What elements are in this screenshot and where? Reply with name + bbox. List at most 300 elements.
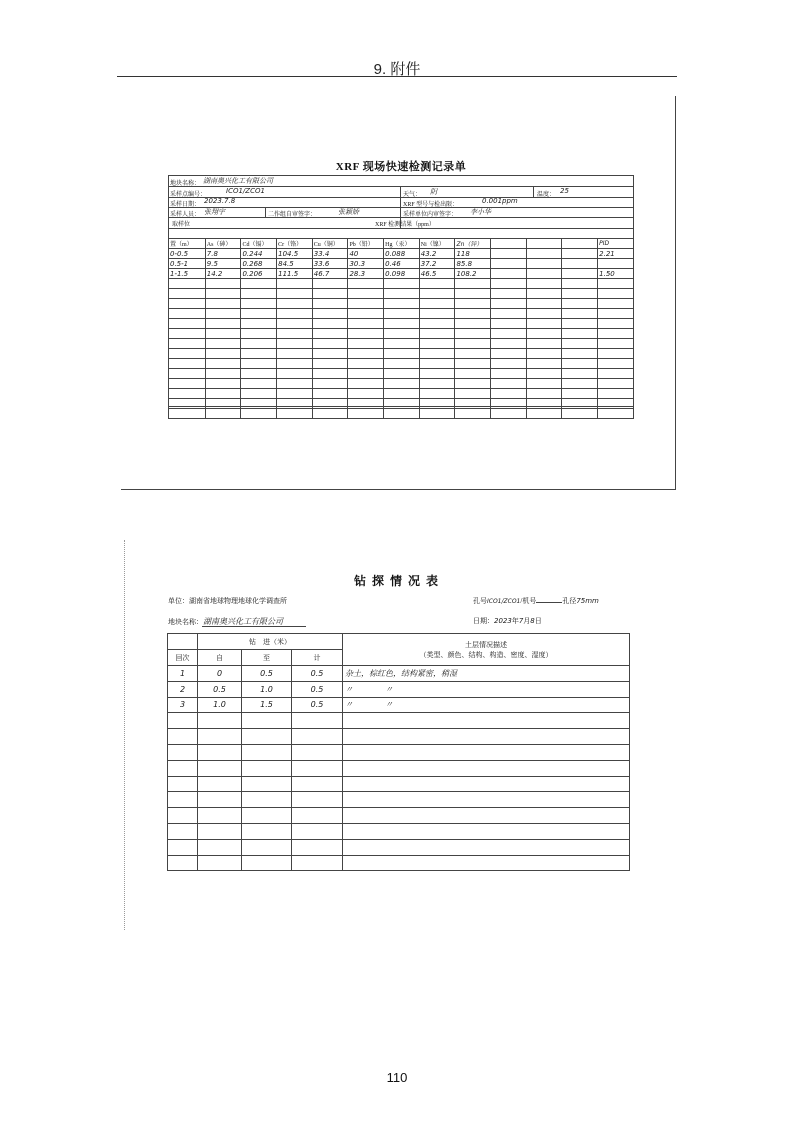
table-cell: 2 — [168, 681, 198, 697]
table-cell — [526, 359, 562, 369]
table-cell — [384, 319, 420, 329]
table-cell — [455, 339, 491, 349]
table-cell — [242, 729, 292, 745]
table-cell — [205, 369, 241, 379]
plot-label: 地块名称： — [168, 618, 203, 626]
table-row — [169, 319, 634, 329]
table-cell — [241, 409, 277, 419]
table-cell — [419, 409, 455, 419]
table-cell — [277, 289, 313, 299]
table-cell — [343, 760, 630, 776]
xrf-header-cell: Ni（镍） — [419, 239, 455, 249]
table-cell — [526, 249, 562, 259]
table-cell — [169, 309, 206, 319]
table-cell — [384, 329, 420, 339]
table-cell — [168, 808, 198, 824]
date-label: 日期： — [473, 617, 494, 625]
xrf-rule — [533, 186, 534, 197]
table-cell — [241, 309, 277, 319]
table-cell — [242, 855, 292, 871]
table-cell — [598, 329, 634, 339]
table-cell — [241, 279, 277, 289]
table-cell: 118 — [455, 249, 491, 259]
from-header: 自 — [198, 650, 242, 666]
date-year: 2023 — [494, 617, 512, 625]
table-cell — [242, 713, 292, 729]
table-cell — [205, 299, 241, 309]
table-cell — [455, 299, 491, 309]
table-cell — [491, 389, 527, 399]
xrf-header-row — [169, 239, 634, 249]
day-label: 日 — [534, 617, 542, 625]
table-cell: 0.5 — [242, 666, 292, 682]
table-cell — [241, 369, 277, 379]
footage-header: 钻 进（米） — [198, 634, 343, 650]
table-cell — [277, 389, 313, 399]
xrf-header-cell: 置（m） — [169, 239, 206, 249]
table-cell — [491, 329, 527, 339]
table-cell — [526, 379, 562, 389]
table-cell — [562, 409, 598, 419]
table-cell — [562, 259, 598, 269]
table-cell — [205, 329, 241, 339]
xrf-header-cell — [562, 239, 598, 249]
table-cell — [526, 399, 562, 409]
table-cell — [169, 339, 206, 349]
plot-underline — [202, 626, 306, 627]
table-cell — [526, 309, 562, 319]
table-row — [169, 269, 634, 279]
table-cell: 0.268 — [241, 259, 277, 269]
table-cell — [419, 329, 455, 339]
table-cell — [491, 319, 527, 329]
table-cell — [562, 339, 598, 349]
table-cell — [562, 299, 598, 309]
year-label: 年 — [511, 617, 519, 625]
table-cell — [292, 760, 343, 776]
table-cell: 杂土，棕红色，结构紧密，稍湿 — [343, 666, 630, 682]
table-row — [169, 369, 634, 379]
table-cell — [491, 409, 527, 419]
table-cell — [169, 399, 206, 409]
table-cell — [169, 279, 206, 289]
table-cell — [242, 760, 292, 776]
table-cell — [312, 369, 348, 379]
table-cell — [562, 369, 598, 379]
table-cell — [343, 713, 630, 729]
table-cell — [198, 744, 242, 760]
table-cell — [348, 339, 384, 349]
table-cell — [419, 319, 455, 329]
table-row — [169, 249, 634, 259]
page-number: 110 — [386, 1070, 408, 1085]
table-row — [168, 792, 630, 808]
table-cell — [198, 760, 242, 776]
table-cell — [169, 299, 206, 309]
table-row — [169, 379, 634, 389]
table-cell — [169, 289, 206, 299]
xrf-limit-value: 0.001ppm — [482, 197, 518, 205]
table-row — [168, 855, 630, 871]
table-cell — [598, 399, 634, 409]
table-row — [169, 339, 634, 349]
table-cell — [292, 744, 343, 760]
diameter-label: 孔径 — [562, 597, 577, 605]
table-cell — [455, 389, 491, 399]
table-cell — [419, 399, 455, 409]
desc-header-1: 土层情况描述 — [465, 640, 508, 649]
table-cell: 0.46 — [384, 259, 420, 269]
table-cell — [562, 279, 598, 289]
xrf-limit-label: XRF 型号与检出限： — [403, 202, 459, 208]
table-cell: 0 — [198, 666, 242, 682]
table-cell — [242, 808, 292, 824]
table-cell: 0-0.5 — [169, 249, 206, 259]
table-cell: 0.244 — [241, 249, 277, 259]
table-cell — [198, 776, 242, 792]
table-cell: 46.5 — [419, 269, 455, 279]
table-cell — [292, 729, 343, 745]
drill-header-row-1 — [168, 634, 630, 650]
rig-label: /机号 — [520, 597, 537, 605]
table-cell — [348, 319, 384, 329]
table-cell — [384, 349, 420, 359]
table-row — [169, 289, 634, 299]
table-cell — [277, 379, 313, 389]
sampler-value: 张翔宇 — [204, 208, 225, 216]
table-cell — [384, 389, 420, 399]
table-cell — [491, 309, 527, 319]
table-cell — [455, 309, 491, 319]
table-cell: 40 — [348, 249, 384, 259]
table-cell — [384, 399, 420, 409]
table-cell — [384, 339, 420, 349]
table-cell — [491, 279, 527, 289]
table-cell — [198, 792, 242, 808]
table-cell — [312, 339, 348, 349]
table-cell — [169, 349, 206, 359]
table-cell — [277, 319, 313, 329]
table-cell — [491, 399, 527, 409]
table-cell — [277, 339, 313, 349]
table-cell: 0.206 — [241, 269, 277, 279]
temperature-label: 温度： — [537, 192, 556, 198]
table-cell — [169, 389, 206, 399]
table-cell: 14.2 — [205, 269, 241, 279]
table-cell — [419, 339, 455, 349]
header-rule — [117, 76, 677, 77]
table-cell — [384, 409, 420, 419]
table-cell — [312, 309, 348, 319]
table-row — [169, 309, 634, 319]
table-cell — [312, 319, 348, 329]
table-cell — [241, 359, 277, 369]
table-cell: 0.5-1 — [169, 259, 206, 269]
xrf-header-cell: Cd（镉） — [241, 239, 277, 249]
xrf-header-cell — [491, 239, 527, 249]
table-cell — [526, 319, 562, 329]
table-cell — [348, 379, 384, 389]
table-cell — [168, 760, 198, 776]
table-cell — [292, 823, 343, 839]
table-cell — [241, 349, 277, 359]
depth-label-1: 取样位 — [172, 222, 191, 228]
table-cell — [168, 729, 198, 745]
date-info — [473, 616, 542, 626]
table-cell — [562, 349, 598, 359]
xrf-header-cell — [526, 239, 562, 249]
table-cell: 〃 〃 — [343, 681, 630, 697]
date-month: 7 — [518, 617, 524, 625]
section-title: 9. 附件 — [373, 61, 421, 78]
hole-value: ICO1/ZCO1 — [487, 598, 521, 605]
table-cell — [241, 399, 277, 409]
table-cell — [384, 299, 420, 309]
unit-label-text: 单位： — [168, 597, 189, 605]
table-cell — [168, 839, 198, 855]
table-cell — [241, 329, 277, 339]
table-cell — [491, 359, 527, 369]
plot-name-label: 地块名称： — [170, 181, 201, 187]
weather-label: 天气： — [403, 192, 422, 198]
table-cell — [292, 808, 343, 824]
table-row — [168, 729, 630, 745]
drill-table — [167, 633, 630, 871]
table-cell — [598, 279, 634, 289]
table-cell — [491, 379, 527, 389]
table-cell — [205, 389, 241, 399]
table-cell: 3 — [168, 697, 198, 713]
table-cell — [526, 389, 562, 399]
table-cell — [312, 409, 348, 419]
table-cell — [419, 309, 455, 319]
table-cell — [348, 289, 384, 299]
table-cell — [598, 409, 634, 419]
table-cell — [419, 349, 455, 359]
table-cell — [598, 369, 634, 379]
table-cell — [277, 299, 313, 309]
table-cell — [168, 792, 198, 808]
table-cell: 84.5 — [277, 259, 313, 269]
table-cell — [343, 776, 630, 792]
table-cell — [562, 249, 598, 259]
results-label: XRF 检测结果（ppm） — [375, 222, 435, 228]
table-cell — [242, 744, 292, 760]
table-row — [169, 279, 634, 289]
table-cell — [312, 389, 348, 399]
table-row — [168, 760, 630, 776]
table-cell — [598, 289, 634, 299]
table-row — [169, 359, 634, 369]
table-cell — [241, 319, 277, 329]
table-cell — [384, 359, 420, 369]
table-cell — [343, 839, 630, 855]
table-cell — [455, 279, 491, 289]
hole-label: 孔号 — [473, 597, 487, 605]
xrf-rule — [168, 207, 634, 208]
sample-point-value: ICO1/ZCO1 — [226, 187, 265, 195]
table-cell — [348, 369, 384, 379]
table-cell — [343, 823, 630, 839]
temperature-value: 25 — [560, 187, 569, 195]
table-row — [169, 349, 634, 359]
xrf-header-cell: Zn（锌） — [455, 239, 491, 249]
table-cell — [343, 792, 630, 808]
xrf-results-table — [168, 238, 634, 419]
table-cell — [241, 389, 277, 399]
table-cell: 9.5 — [205, 259, 241, 269]
table-cell — [526, 349, 562, 359]
table-cell — [205, 399, 241, 409]
table-cell — [455, 289, 491, 299]
table-cell: 2.21 — [598, 249, 634, 259]
plot-name-value: 湖南奥兴化工有限公司 — [203, 177, 273, 185]
table-cell — [491, 339, 527, 349]
table-cell — [455, 359, 491, 369]
unit-value: 湖南省地球物理地球化学调查所 — [189, 597, 287, 605]
table-cell: 0.5 — [292, 666, 343, 682]
table-cell — [312, 379, 348, 389]
table-cell — [169, 319, 206, 329]
unit-label — [168, 596, 287, 606]
drill-form-title: 钻探情况表 — [353, 574, 444, 588]
xrf-rule — [168, 228, 634, 229]
to-header: 至 — [242, 650, 292, 666]
table-cell: 111.5 — [277, 269, 313, 279]
table-row — [169, 329, 634, 339]
table-cell — [277, 329, 313, 339]
table-cell — [205, 379, 241, 389]
table-cell — [384, 309, 420, 319]
table-cell — [491, 249, 527, 259]
table-cell — [598, 359, 634, 369]
weather-value: 阴 — [430, 188, 437, 196]
table-cell — [343, 744, 630, 760]
sampling-date-label: 采样日期： — [170, 202, 201, 208]
sampling-date-value: 2023.7.8 — [204, 197, 236, 205]
table-cell: 0.088 — [384, 249, 420, 259]
table-cell — [277, 349, 313, 359]
table-cell — [241, 339, 277, 349]
table-cell — [598, 309, 634, 319]
table-cell — [312, 329, 348, 339]
table-cell — [169, 379, 206, 389]
table-row — [168, 839, 630, 855]
table-cell — [562, 319, 598, 329]
table-cell — [198, 839, 242, 855]
table-cell — [168, 855, 198, 871]
table-cell — [343, 729, 630, 745]
table-cell — [419, 369, 455, 379]
desc-header-2: （类型、颜色、结构、构造、密度、湿度） — [419, 650, 553, 659]
table-cell — [169, 329, 206, 339]
table-cell — [598, 259, 634, 269]
sample-point-label: 采样点编号： — [170, 192, 207, 198]
table-cell — [526, 289, 562, 299]
table-cell — [562, 399, 598, 409]
table-cell: 0.098 — [384, 269, 420, 279]
sampler-label: 采样人员： — [170, 212, 201, 218]
table-cell — [348, 409, 384, 419]
table-cell — [526, 329, 562, 339]
table-cell — [562, 269, 598, 279]
table-cell — [277, 369, 313, 379]
table-cell — [419, 359, 455, 369]
table-cell — [205, 319, 241, 329]
table-cell — [526, 279, 562, 289]
table-cell — [491, 349, 527, 359]
table-cell: 1.5 — [242, 697, 292, 713]
table-cell — [168, 713, 198, 729]
table-cell: 1 — [168, 666, 198, 682]
table-cell: 1.50 — [598, 269, 634, 279]
table-cell — [277, 359, 313, 369]
table-cell: 7.8 — [205, 249, 241, 259]
scan-drill-margin — [124, 540, 125, 930]
table-cell — [242, 823, 292, 839]
table-cell — [455, 349, 491, 359]
table-cell — [348, 299, 384, 309]
table-cell — [455, 319, 491, 329]
xrf-header-cell: Cr（铬） — [277, 239, 313, 249]
table-cell — [198, 823, 242, 839]
table-cell — [419, 389, 455, 399]
table-cell: 0.5 — [198, 681, 242, 697]
group-review-value: 张颖娇 — [338, 208, 359, 216]
table-row — [169, 299, 634, 309]
total-header: 计 — [292, 650, 343, 666]
table-cell — [168, 744, 198, 760]
table-row — [168, 681, 630, 697]
table-row — [169, 389, 634, 399]
table-cell — [455, 409, 491, 419]
group-review-label: 二作组自审签字： — [268, 212, 317, 218]
table-cell — [242, 792, 292, 808]
table-cell — [205, 409, 241, 419]
table-cell — [491, 259, 527, 269]
table-cell: 28.3 — [348, 269, 384, 279]
table-row — [169, 259, 634, 269]
table-cell — [242, 839, 292, 855]
table-cell — [419, 289, 455, 299]
table-cell: 46.7 — [312, 269, 348, 279]
table-cell — [491, 369, 527, 379]
table-row — [168, 713, 630, 729]
table-cell — [292, 713, 343, 729]
table-cell — [169, 359, 206, 369]
table-cell — [277, 309, 313, 319]
xrf-header-cell: PID — [598, 239, 634, 249]
table-cell: 1-1.5 — [169, 269, 206, 279]
table-cell — [277, 409, 313, 419]
table-cell: 〃 〃 — [343, 697, 630, 713]
table-cell — [312, 359, 348, 369]
table-cell: 0.5 — [292, 681, 343, 697]
table-row — [168, 744, 630, 760]
table-cell — [241, 379, 277, 389]
table-cell — [562, 309, 598, 319]
table-cell — [598, 299, 634, 309]
table-cell — [384, 369, 420, 379]
table-cell — [526, 339, 562, 349]
plot-value: 湖南奥兴化工有限公司 — [203, 617, 283, 626]
table-cell: 1.0 — [242, 681, 292, 697]
table-cell — [169, 409, 206, 419]
table-cell — [292, 792, 343, 808]
table-cell — [312, 299, 348, 309]
table-cell — [491, 299, 527, 309]
table-cell — [348, 399, 384, 409]
